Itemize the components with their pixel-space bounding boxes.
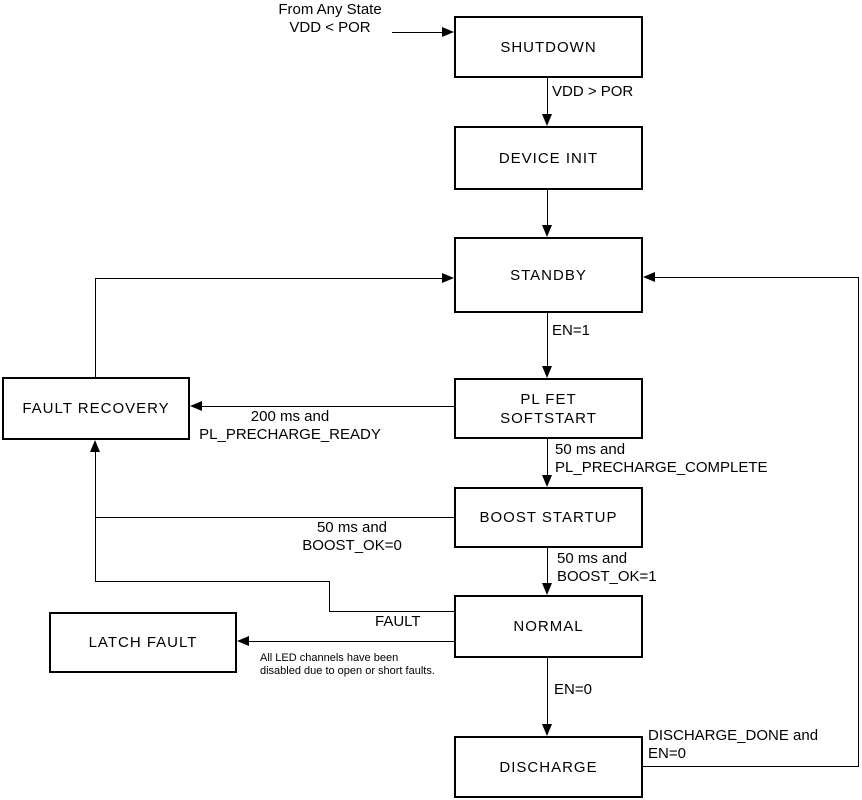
- label-precharge-ready-line2: PL_PRECHARGE_READY: [199, 426, 381, 443]
- label-discharge-done-line2: EN=0: [648, 745, 686, 762]
- label-en-1: EN=1: [552, 322, 590, 339]
- state-standby: [454, 237, 643, 313]
- arrowhead-into-standby-left: [442, 273, 454, 283]
- arrowhead-into-boost: [542, 475, 552, 487]
- state-shutdown: [454, 16, 643, 78]
- arrowhead-into-latch-fault: [237, 636, 249, 646]
- state-pl-fet-softstart: [454, 378, 643, 439]
- label-boost-ok-1-line1: 50 ms and: [557, 550, 628, 567]
- label-latch-fault-note-line1: All LED channels have been: [260, 652, 399, 664]
- state-latch-fault-label: LATCH FAULT: [88, 634, 198, 651]
- line-fault-recovery-up: [95, 278, 96, 377]
- line-standby-to-softstart: [547, 313, 548, 368]
- arrowhead-into-normal: [542, 583, 552, 595]
- line-normal-to-fault-recovery-seg2: [329, 581, 330, 612]
- arrowhead-into-discharge: [542, 724, 552, 736]
- state-pl-fet-softstart-label-line2: SOFTSTART: [500, 409, 597, 427]
- state-device-init-label: DEVICE INIT: [498, 149, 599, 167]
- arrowhead-into-softstart: [542, 366, 552, 378]
- line-discharge-to-standby-seg2: [858, 277, 859, 767]
- label-precharge-ready: [194, 408, 386, 444]
- state-boost-startup: [454, 487, 643, 548]
- arrowhead-into-shutdown: [442, 27, 454, 37]
- label-from-any-state: [250, 1, 410, 37]
- state-normal: [454, 595, 643, 658]
- label-boost-ok-0-line1: 50 ms and: [316, 519, 388, 536]
- state-standby-label: STANDBY: [510, 266, 587, 284]
- label-boost-ok-1: [557, 550, 657, 586]
- arrowhead-into-standby-right: [643, 272, 655, 282]
- label-discharge-done-line1: DISCHARGE_DONE and: [648, 727, 819, 744]
- state-fault-recovery-label: FAULT RECOVERY: [22, 400, 170, 417]
- line-device-init-to-standby: [547, 190, 548, 227]
- line-discharge-to-standby-seg1: [643, 766, 859, 767]
- label-precharge-complete-line2: PL_PRECHARGE_COMPLETE: [555, 459, 768, 476]
- line-softstart-to-boost: [547, 438, 548, 477]
- line-boost-to-normal: [547, 548, 548, 585]
- label-discharge-done: [648, 727, 818, 763]
- line-boost-to-fault-recovery-horizontal: [95, 517, 454, 518]
- label-boost-ok-0-line2: BOOST_OK=0: [302, 537, 402, 554]
- line-normal-to-fault-recovery-seg1: [329, 611, 454, 612]
- state-device-init: [454, 126, 643, 190]
- state-latch-fault: [49, 612, 237, 673]
- label-precharge-complete-line1: 50 ms and: [555, 441, 626, 458]
- line-normal-to-latch-fault: [248, 641, 454, 642]
- label-boost-ok-1-line2: BOOST_OK=1: [557, 568, 657, 585]
- label-precharge-ready-line1: 200 ms and: [250, 408, 330, 425]
- state-boost-startup-label: BOOST STARTUP: [479, 509, 618, 526]
- line-shutdown-to-device-init: [547, 78, 548, 116]
- arrowhead-into-standby-top: [542, 225, 552, 237]
- state-fault-recovery: [2, 377, 190, 440]
- state-discharge-label: DISCHARGE: [499, 758, 598, 776]
- label-vdd-gt-por: VDD > POR: [552, 83, 634, 100]
- arrowhead-into-fault-recovery-bottom: [90, 440, 100, 452]
- line-softstart-to-fault-recovery: [200, 406, 454, 407]
- state-normal-label: NORMAL: [513, 618, 584, 635]
- label-boost-ok-0: [262, 519, 442, 555]
- label-latch-fault-note-line2: disabled due to open or short faults.: [260, 665, 435, 677]
- line-fault-recovery-vertical-riser: [95, 450, 96, 581]
- label-fault: FAULT: [375, 613, 421, 630]
- label-en-0: EN=0: [554, 681, 592, 698]
- label-from-any-state-line1: From Any State: [278, 1, 382, 18]
- line-fault-recovery-to-standby: [95, 278, 444, 279]
- label-precharge-complete: [555, 441, 768, 477]
- line-discharge-to-standby-seg3: [654, 277, 859, 278]
- label-latch-fault-note: [260, 652, 435, 678]
- state-shutdown-label: SHUTDOWN: [500, 38, 597, 56]
- label-from-any-state-line2: VDD < POR: [289, 19, 371, 36]
- line-normal-to-discharge: [547, 658, 548, 726]
- arrowhead-into-device-init: [542, 114, 552, 126]
- state-pl-fet-softstart-label-line1: PL FET: [520, 390, 577, 408]
- state-discharge: [454, 736, 643, 798]
- line-normal-to-fault-recovery-seg3: [95, 581, 329, 582]
